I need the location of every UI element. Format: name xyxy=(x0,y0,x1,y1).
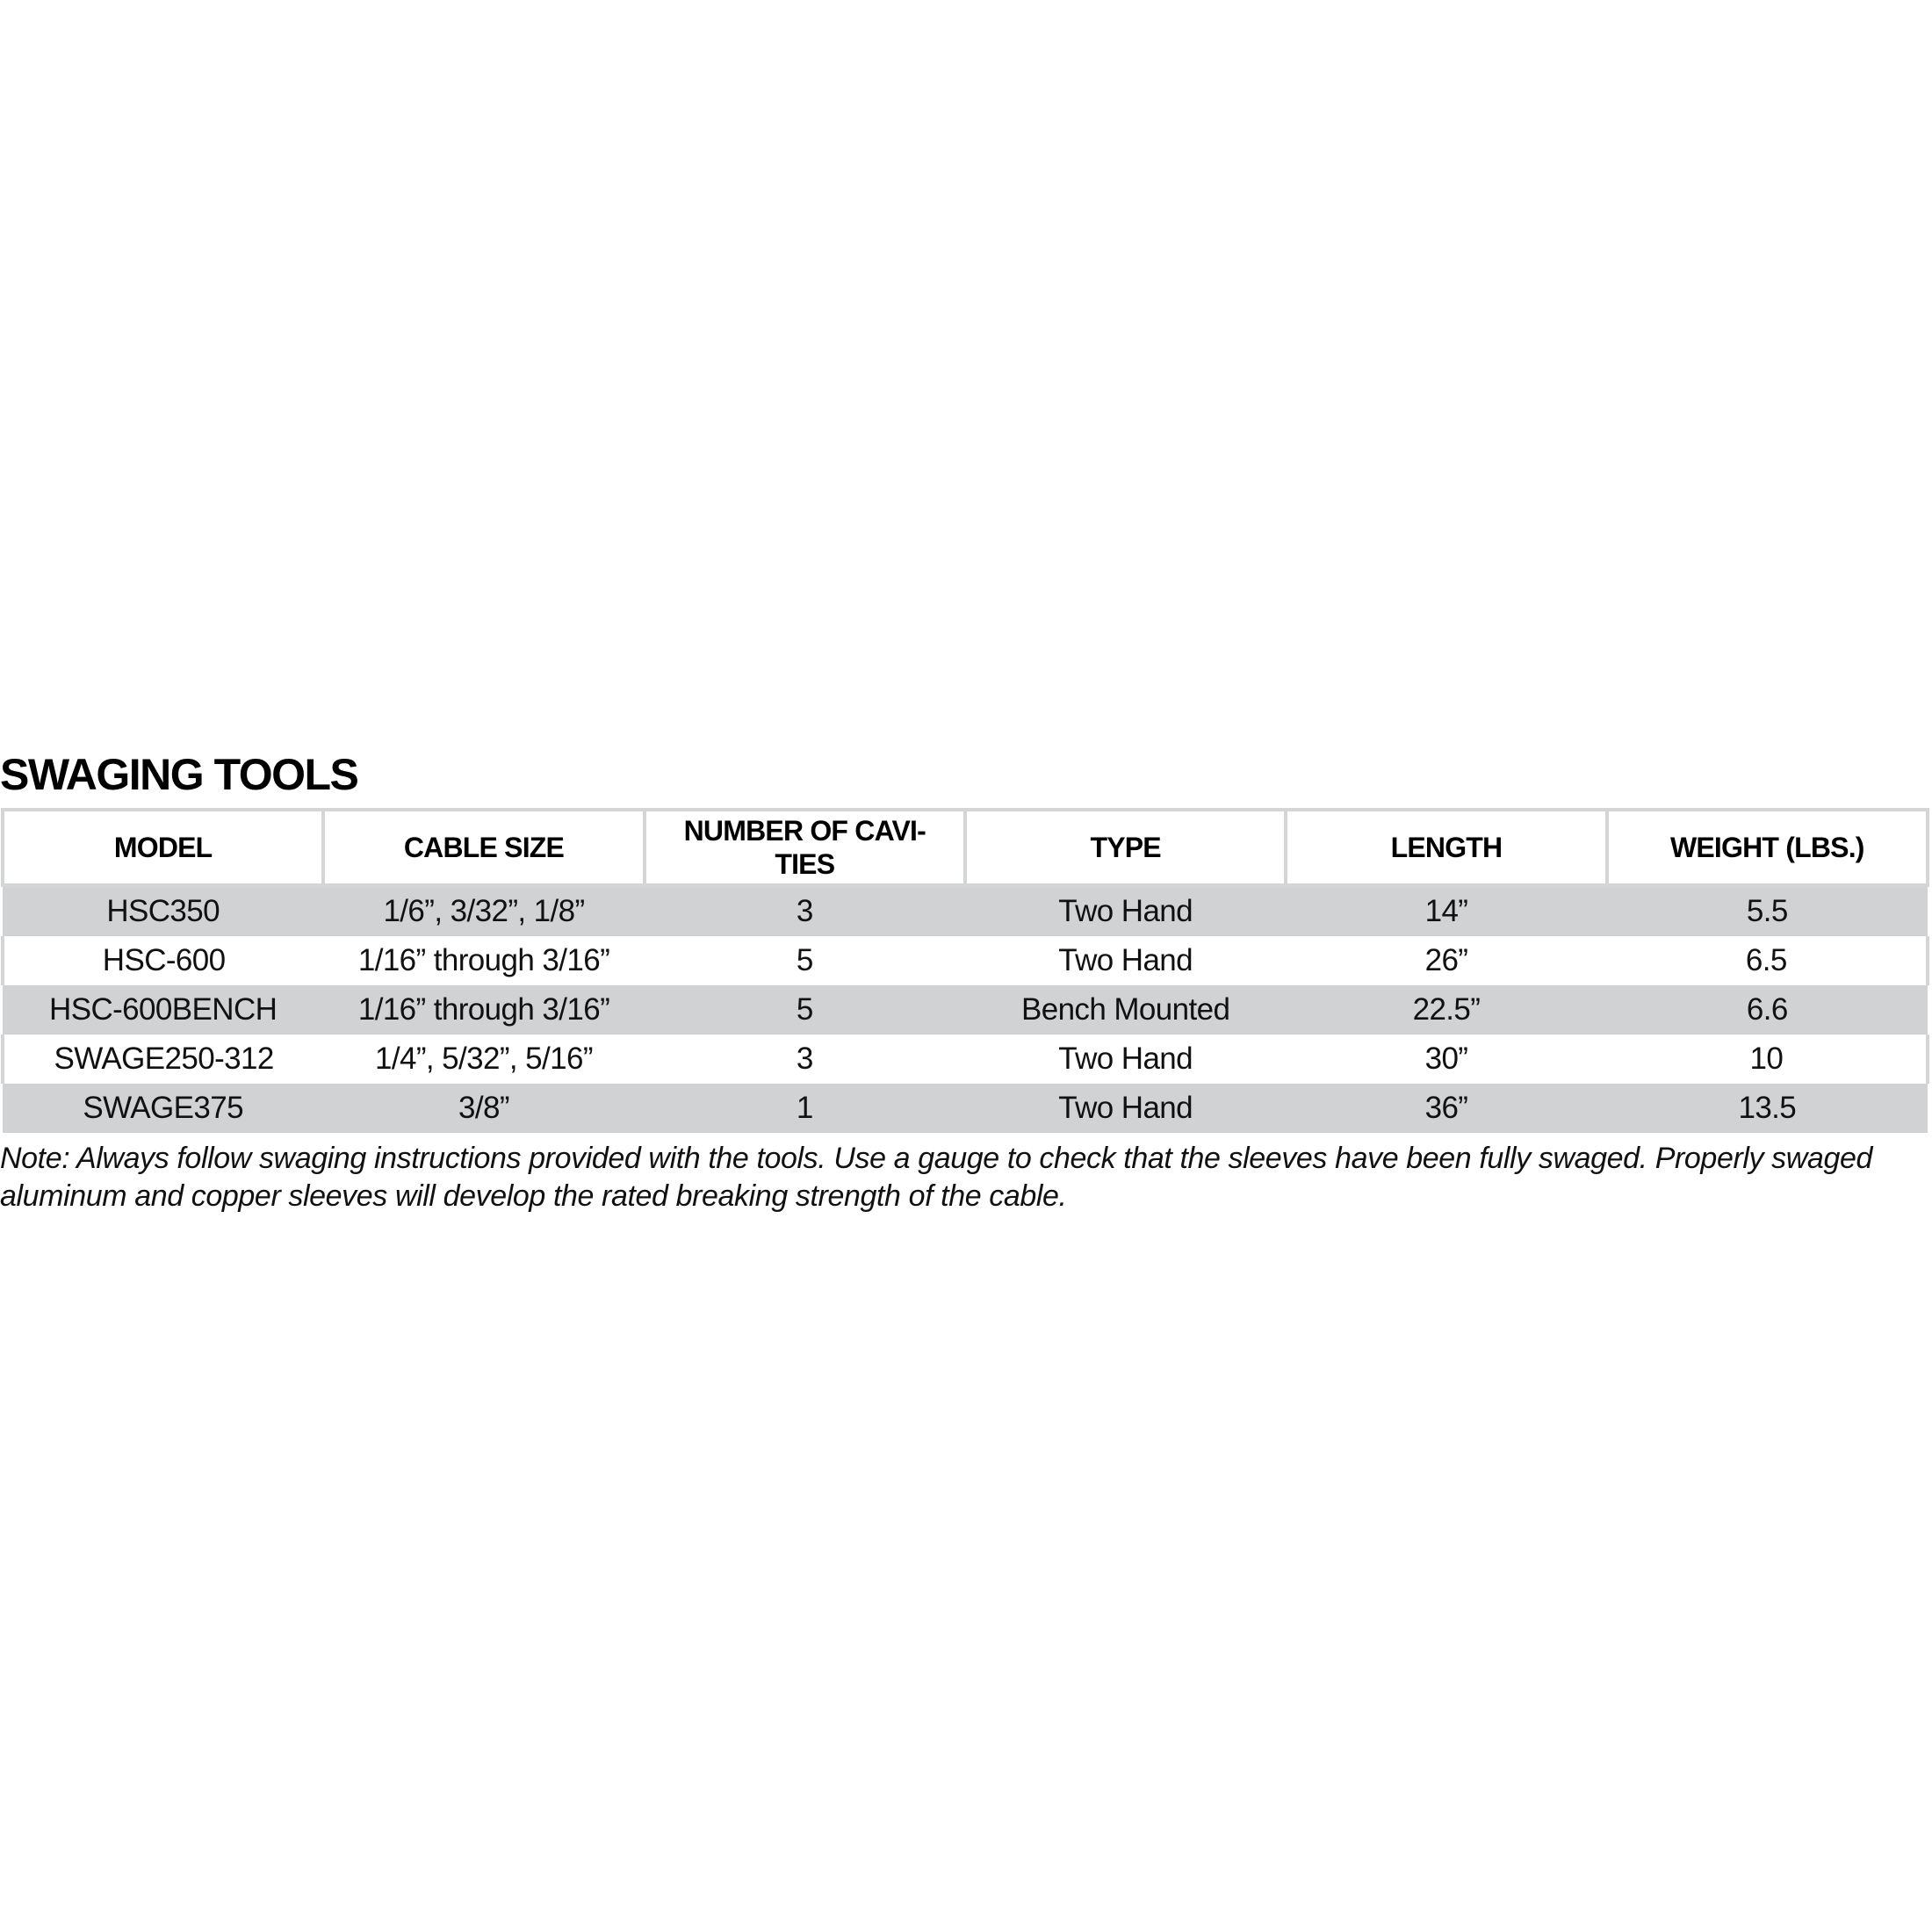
cell-model: SWAGE375 xyxy=(3,1084,323,1133)
table-row xyxy=(3,885,1928,936)
cell-type: Two Hand xyxy=(965,1034,1286,1084)
cell-weight: 6.6 xyxy=(1607,985,1928,1034)
cell-type: Two Hand xyxy=(965,936,1286,985)
cell-type: Two Hand xyxy=(965,1084,1286,1133)
table-row xyxy=(3,936,1928,985)
cell-cable-size: 1/6”, 3/32”, 1/8” xyxy=(323,885,644,936)
cell-cavities: 3 xyxy=(645,885,965,936)
swaging-tools-table xyxy=(1,808,1929,1133)
table-row xyxy=(3,985,1928,1034)
table-row xyxy=(3,1084,1928,1133)
footnote: Note: Always follow swaging instructions provided with the tools. Use a gauge to check that the sleeves have been fully swaged. Properly swaged aluminum and copper sleeves will develop the rated breaking strength of the cable. xyxy=(0,1142,1872,1213)
cell-length: 26” xyxy=(1286,936,1606,985)
cell-cavities: 5 xyxy=(645,936,965,985)
cell-weight: 13.5 xyxy=(1607,1084,1928,1133)
cell-cable-size: 1/16” through 3/16” xyxy=(323,985,644,1034)
column-header-type: TYPE xyxy=(965,810,1286,885)
cell-length: 22.5” xyxy=(1286,985,1606,1034)
cell-length: 36” xyxy=(1286,1084,1606,1133)
cell-length: 30” xyxy=(1286,1034,1606,1084)
column-header-model: MODEL xyxy=(3,810,323,885)
cell-weight: 10 xyxy=(1607,1034,1928,1084)
page-title: SWAGING TOOLS xyxy=(0,750,358,799)
cell-model: HSC-600BENCH xyxy=(3,985,323,1034)
column-header-weight: WEIGHT (LBS.) xyxy=(1607,810,1928,885)
cell-model: SWAGE250-312 xyxy=(3,1034,323,1084)
column-header-cable-size: CABLE SIZE xyxy=(323,810,644,885)
cell-cavities: 1 xyxy=(645,1084,965,1133)
cell-length: 14” xyxy=(1286,885,1606,936)
cell-type: Bench Mounted xyxy=(965,985,1286,1034)
cell-weight: 6.5 xyxy=(1607,936,1928,985)
cell-model: HSC350 xyxy=(3,885,323,936)
cell-cable-size: 1/16” through 3/16” xyxy=(323,936,644,985)
table-row xyxy=(3,1034,1928,1084)
cell-cable-size: 1/4”, 5/32”, 5/16” xyxy=(323,1034,644,1084)
cell-cavities: 5 xyxy=(645,985,965,1034)
column-header-number-of-cavities: NUMBER OF CAVI-TIES xyxy=(645,810,965,885)
cell-cavities: 3 xyxy=(645,1034,965,1084)
table-header-row xyxy=(3,810,1928,885)
cell-type: Two Hand xyxy=(965,885,1286,936)
cell-weight: 5.5 xyxy=(1607,885,1928,936)
cell-cable-size: 3/8” xyxy=(323,1084,644,1133)
column-header-length: LENGTH xyxy=(1286,810,1606,885)
cell-model: HSC-600 xyxy=(3,936,323,985)
